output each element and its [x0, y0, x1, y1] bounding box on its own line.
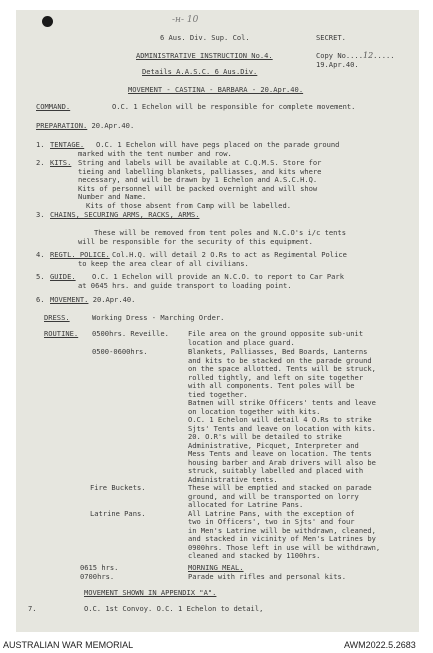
text-line: allocated for Latrine Pans.: [188, 500, 304, 509]
text-line: necessary, and will be drawn by 1 Echelon and A.S.C.H.Q.: [78, 175, 318, 184]
latrine-pans-label: Latrine Pans.: [90, 508, 146, 518]
archive-name: AUSTRALIAN WAR MEMORIAL: [3, 640, 134, 650]
text-line: Administrative tents.: [188, 474, 278, 484]
text-line: to keep the area clear of all civilians.: [78, 258, 249, 268]
pencil-annotation: -н- 10: [172, 15, 199, 25]
text-line: cleaned and stacked by 1100hrs.: [188, 551, 321, 560]
text-line: Mess Tents and leave on location. The tents: [188, 449, 372, 458]
text-line: two in Officers', two in Sjts' and four: [188, 517, 355, 526]
movement-title: MOVEMENT - CASTINA - BARBARA - 20.Apr.40.: [128, 85, 304, 94]
text-line: Parade with rifles and personal kits.: [188, 571, 347, 581]
routine-time: 0500hrs. Reveille.: [92, 329, 169, 338]
copy-number: Copy No....12.....: [316, 51, 395, 60]
text-line: All Latrine Pans, with the exception of: [188, 508, 355, 518]
item-5-number: 5.: [36, 272, 45, 281]
text-line: These will be removed from tent poles and N.C.O's i/c tents: [94, 228, 346, 237]
text-line: Blankets, Palliasses, Bed Boards, Lanterns: [188, 347, 368, 356]
details-line: Details A.A.S.C. 6 Aus.Div.: [142, 67, 258, 76]
item-3-heading: CHAINS, SECURING ARMS, RACKS, ARMS.: [50, 210, 200, 219]
dress-text: Working Dress - Marching Order.: [92, 313, 225, 322]
text-line: and kits to be stacked on the parade ground: [188, 355, 372, 365]
text-line: These will be emptied and stacked on parade: [188, 483, 372, 492]
item-1-heading: TENTAGE.: [50, 140, 85, 149]
item-7-text: O.C. 1st Convoy. O.C. 1 Echelon to detail,: [84, 604, 264, 613]
item-3-number: 3.: [36, 210, 45, 219]
text-line: on the space allotted. Tents will be struck,: [188, 364, 376, 373]
text-line: housing barber and Arab drivers will also be: [188, 457, 376, 467]
text-line: 0900hrs. Those left in use will be withdrawn,: [188, 542, 381, 552]
item-6-number: 6.: [36, 295, 45, 304]
text-line: struck, suitably labelled and placed with: [188, 466, 364, 475]
punch-hole: [42, 16, 53, 27]
text-line: on location together with kits.: [188, 406, 321, 416]
preparation-heading: PREPARATION. 20.Apr.40.: [36, 121, 135, 130]
archive-reference: AWM2022.5.2683: [344, 640, 416, 650]
command-heading: COMMAND.: [36, 102, 71, 111]
text-line: at 0645 hrs. and guide transport to loading point.: [78, 280, 292, 290]
item-2-heading: KITS.: [50, 158, 72, 167]
item-7-number: 7.: [28, 604, 37, 613]
item-2-number: 2.: [36, 158, 45, 167]
text-line: Col.H.Q. will detail 2 O.Rs to act as Regimental Police: [112, 250, 347, 259]
text-line: String and labels will be available at C.Q.M.S. Store for: [78, 158, 322, 167]
instruction-title: ADMINISTRATIVE INSTRUCTION No.4.: [136, 51, 273, 60]
text-line: Kits of those absent from Camp will be labelled.: [86, 201, 291, 210]
routine-time: 0615 hrs.: [80, 563, 119, 572]
classification: SECRET.: [316, 33, 346, 42]
text-line: ground, and will be transported on lorry: [188, 491, 359, 501]
document-date: 19.Apr.40.: [316, 60, 359, 69]
text-line: Kits of personnel will be packed overnight and will show: [78, 183, 318, 193]
routine-time: 0700hrs.: [80, 571, 115, 581]
item-6-heading: MOVEMENT. 20.Apr.40.: [50, 295, 136, 304]
item-4-heading: REGTL. POLICE.: [50, 250, 110, 259]
text-line: rolled tightly, and left on site together: [188, 372, 364, 382]
text-line: tieing and labelling blankets, palliasses, and kits where: [78, 166, 322, 176]
text-line: O.C. 1 Echelon will detail 4 O.Rs to strike: [188, 415, 372, 424]
text-line: O.C. 1 Echelon will provide an N.C.O. to report to Car Park: [92, 272, 344, 281]
text-line: Number and Name.: [78, 192, 147, 201]
text-line: Administrative, Picquet, Interpreter and: [188, 440, 359, 450]
routine-heading: ROUTINE.: [44, 329, 79, 338]
document-page: [16, 10, 419, 632]
item-4-number: 4.: [36, 250, 45, 259]
text-line: in Men's Latrine will be withdrawn, cleaned,: [188, 525, 376, 535]
morning-meal: MORNING MEAL.: [188, 563, 244, 572]
text-line: will be responsible for the security of this equipment.: [78, 236, 313, 246]
text-line: tied together.: [188, 389, 248, 399]
dress-heading: DRESS.: [44, 313, 70, 322]
text-line: Batmen will strike Officers' tents and leave: [188, 398, 376, 407]
text-line: and stacked in vicinity of Men's Latrines by: [188, 534, 376, 543]
text-line: 20. O.R's will be detailed to strike: [188, 432, 342, 441]
text-line: Sjts' Tents and leave on location with kits.: [188, 423, 376, 433]
text-line: O.C. 1 Echelon will have pegs placed on the parade ground: [96, 140, 340, 149]
fire-buckets-label: Fire Buckets.: [90, 483, 146, 492]
archive-footer: [0, 632, 433, 653]
handwritten-copy-number: 12: [362, 51, 374, 60]
text-line: location and place guard.: [188, 337, 295, 347]
unit-name: 6 Aus. Div. Sup. Col.: [160, 33, 250, 42]
item-1-number: 1.: [36, 140, 45, 149]
text-line: marked with the tent number and row.: [78, 148, 232, 158]
command-text: O.C. 1 Echelon will be responsible for complete movement.: [112, 102, 356, 111]
text-line: File area on the ground opposite sub-unit: [188, 329, 364, 338]
appendix-note: MOVEMENT SHOWN IN APPENDIX "A".: [84, 588, 217, 597]
item-5-heading: GUIDE.: [50, 272, 76, 281]
text-line: with all components. Tent poles will be: [188, 381, 355, 390]
routine-time: 0500-0600hrs.: [92, 347, 148, 356]
